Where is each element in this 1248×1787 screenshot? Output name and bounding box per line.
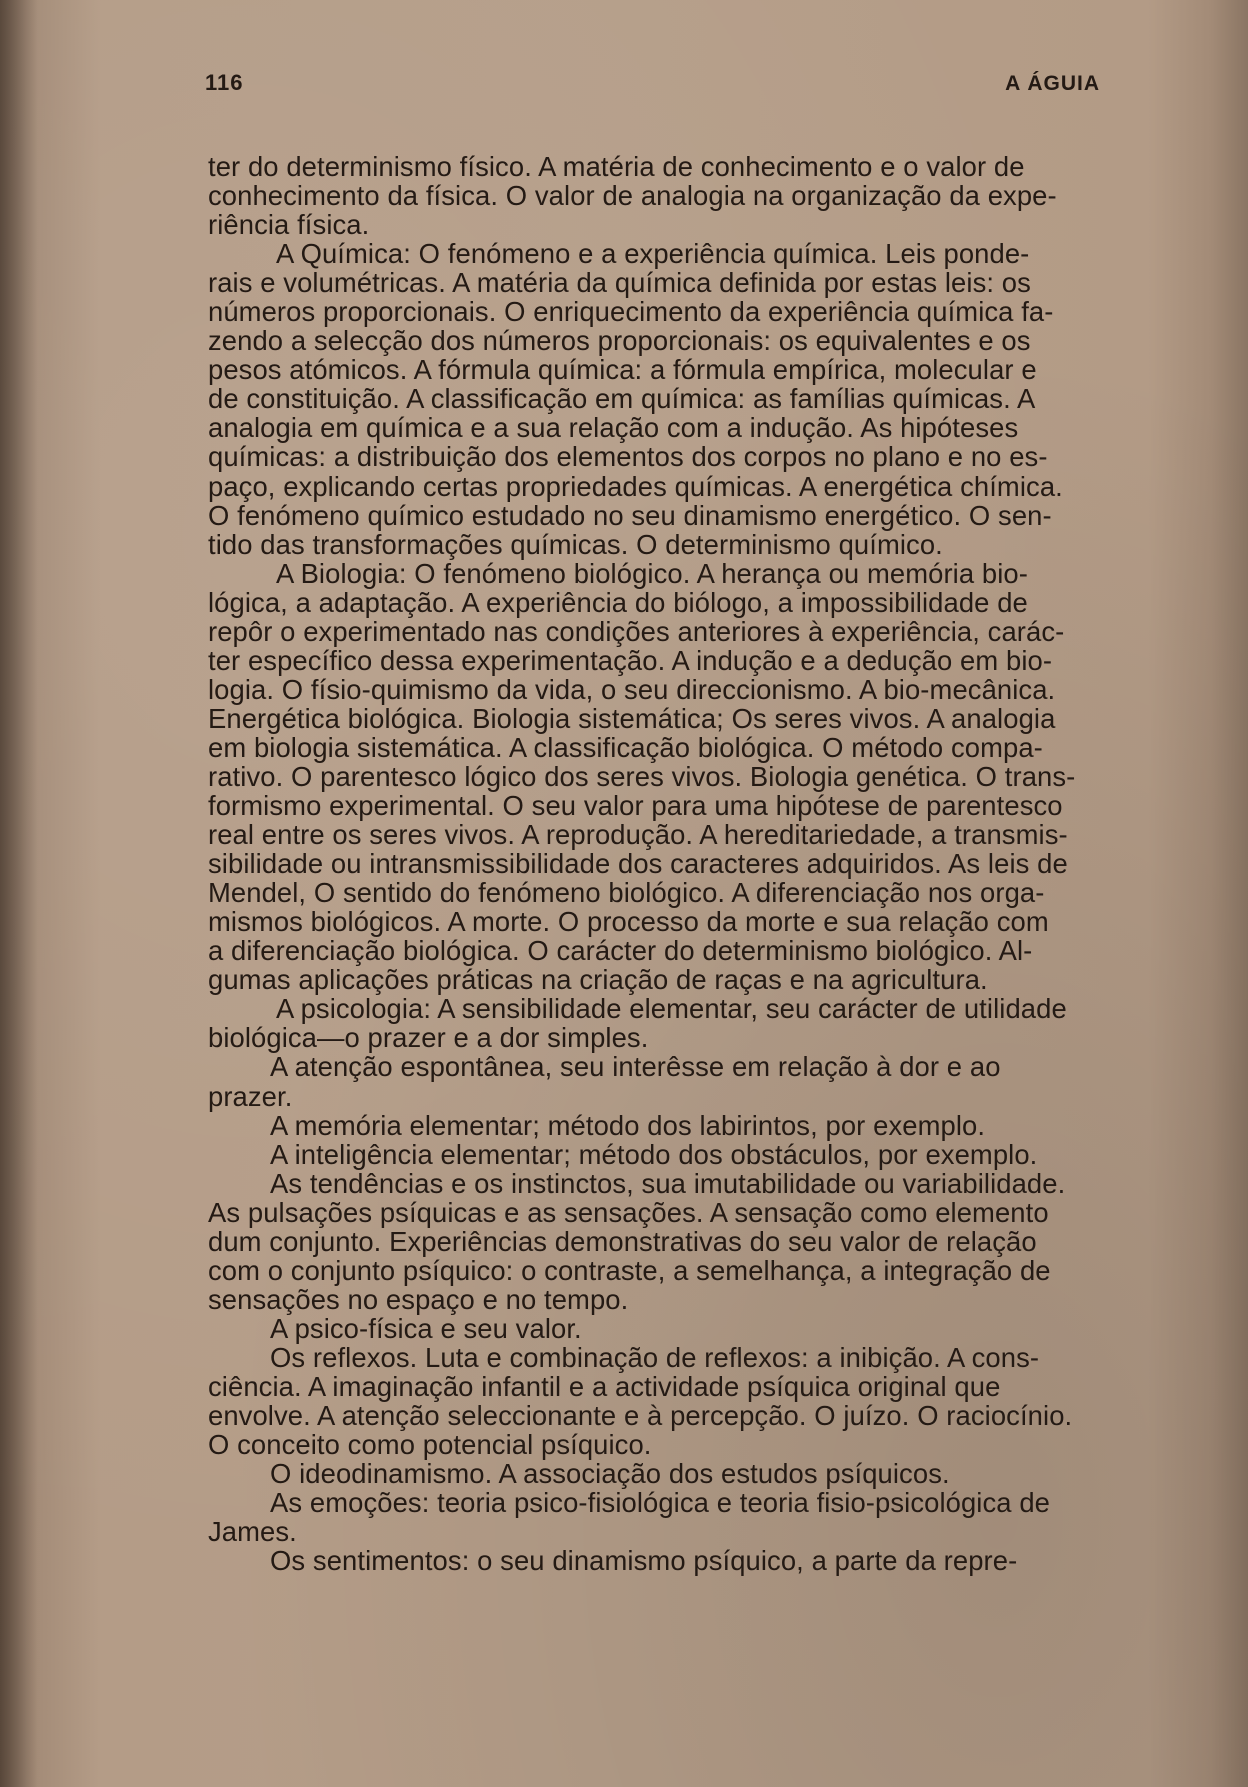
text-line: envolve. A atenção seleccionante e à percepção. O juízo. O raciocínio.	[208, 1400, 1073, 1432]
text-line: James.	[208, 1516, 297, 1548]
text-line: sibilidade ou intransmissibilidade dos caracteres adquiridos. As leis de	[208, 848, 1068, 880]
text-line: com o conjunto psíquico: o contraste, a semelhança, a integração de	[208, 1254, 1051, 1286]
text-line: ciência. A imaginação infantil e a actividade psíquica original que	[208, 1370, 1001, 1402]
page-binding-shadow	[0, 0, 38, 1787]
paragraph-start-line: As emoções: teoria psico-fisiológica e teoria fisio-psicológica de	[270, 1487, 1050, 1519]
text-line: sensações no espaço e no tempo.	[208, 1283, 629, 1315]
paragraph-start-line: O ideodinamismo. A associação dos estudos psíquicos.	[270, 1458, 950, 1490]
text-line: As pulsações psíquicas e as sensações. A sensação como elemento	[208, 1196, 1049, 1228]
text-line: lógica, a adaptação. A experiência do biólogo, a impossibilidade de	[208, 586, 1028, 618]
paragraph-start-line: A memória elementar; método dos labirintos, por exemplo.	[270, 1109, 986, 1141]
text-line: repôr o experimentado nas condições anteriores à experiência, carác-	[208, 615, 1065, 647]
running-title: A ÁGUIA	[1005, 72, 1100, 95]
section-biology-line: A Biologia: O fenómeno biológico. A herança ou memória bio-	[276, 557, 1028, 589]
section-chemistry-line: A Química: O fenómeno e a experiência química. Leis ponde-	[276, 238, 1030, 270]
text-line: rativo. O parentesco lógico dos seres vivos. Biologia genética. O trans-	[208, 760, 1076, 792]
text-line: paço, explicando certas propriedades químicas. A energética chímica.	[208, 470, 1063, 502]
paragraph-start-line: As tendências e os instinctos, sua imutabilidade ou variabilidade.	[270, 1167, 1066, 1199]
text-line: químicas: a distribuição dos elementos dos corpos no plano e no es-	[208, 441, 1048, 473]
section-psychology-line: A psicologia: A sensibilidade elementar, seu carácter de utilidade	[276, 993, 1067, 1025]
text-line: gumas aplicações práticas na criação de raças e na agricultura.	[208, 964, 988, 996]
text-line: números proporcionais. O enriquecimento da experiência química fa-	[208, 296, 1054, 328]
text-line: analogia em química e a sua relação com a indução. As hipóteses	[208, 412, 1019, 444]
text-line: de constituição. A classificação em química: as famílias químicas. A	[208, 383, 1036, 415]
text-line: Energética biológica. Biologia sistemática; Os seres vivos. A analogia	[208, 702, 1056, 734]
page-number: 116	[205, 70, 244, 95]
text-line: O conceito como potencial psíquico.	[208, 1429, 652, 1461]
text-line: O fenómeno químico estudado no seu dinamismo energético. O sen-	[208, 499, 1052, 531]
text-line: logia. O físio-quimismo da vida, o seu direccionismo. A bio-mecânica.	[208, 673, 1056, 705]
text-line: real entre os seres vivos. A reprodução. A hereditariedade, a transmis-	[208, 819, 1068, 851]
text-line: dum conjunto. Experiências demonstrativas do seu valor de relação	[208, 1225, 1037, 1257]
text-line: rais e volumétricas. A matéria da química definida por estas leis: os	[208, 267, 1031, 299]
text-line: formismo experimental. O seu valor para uma hipótese de parentesco	[208, 790, 1063, 822]
text-line: em biologia sistemática. A classificação biológica. O método compa-	[208, 731, 1043, 763]
text-line: pesos atómicos. A fórmula química: a fórmula empírica, molecular e	[208, 354, 1037, 386]
text-line: riência física.	[208, 209, 370, 241]
text-line: tido das transformações químicas. O determinismo químico.	[208, 528, 943, 560]
text-line: conhecimento da física. O valor de analogia na organização da expe-	[208, 180, 1057, 212]
paragraph-start-line: Os reflexos. Luta e combinação de reflexos: a inibição. A cons-	[270, 1341, 1040, 1373]
body-text	[208, 152, 1100, 1575]
paragraph-start-line: Os sentimentos: o seu dinamismo psíquico, a parte da repre-	[270, 1545, 1018, 1577]
text-line: mismos biológicos. A morte. O processo da morte e sua relação com	[208, 906, 1049, 938]
paragraph-start-line: A atenção espontânea, seu interêsse em relação à dor e ao	[270, 1051, 1001, 1083]
text-line: Mendel, O sentido do fenómeno biológico. A diferenciação nos orga-	[208, 877, 1045, 909]
text-line: prazer.	[208, 1080, 293, 1112]
text-line: a diferenciação biológica. O carácter do determinismo biológico. Al-	[208, 935, 1033, 967]
text-line: zendo a selecção dos números proporcionais: os equivalentes e os	[208, 325, 1031, 357]
text-line: ter do determinismo físico. A matéria de conhecimento e o valor de	[208, 151, 1025, 182]
text-line: biológica—o prazer e a dor simples.	[208, 1022, 649, 1054]
text-line: ter específico dessa experimentação. A indução e a dedução em bio-	[208, 644, 1053, 676]
paragraph-start-line: A inteligência elementar; método dos obstáculos, por exemplo.	[270, 1138, 1038, 1170]
paragraph-start-line: A psico-física e seu valor.	[270, 1312, 582, 1344]
